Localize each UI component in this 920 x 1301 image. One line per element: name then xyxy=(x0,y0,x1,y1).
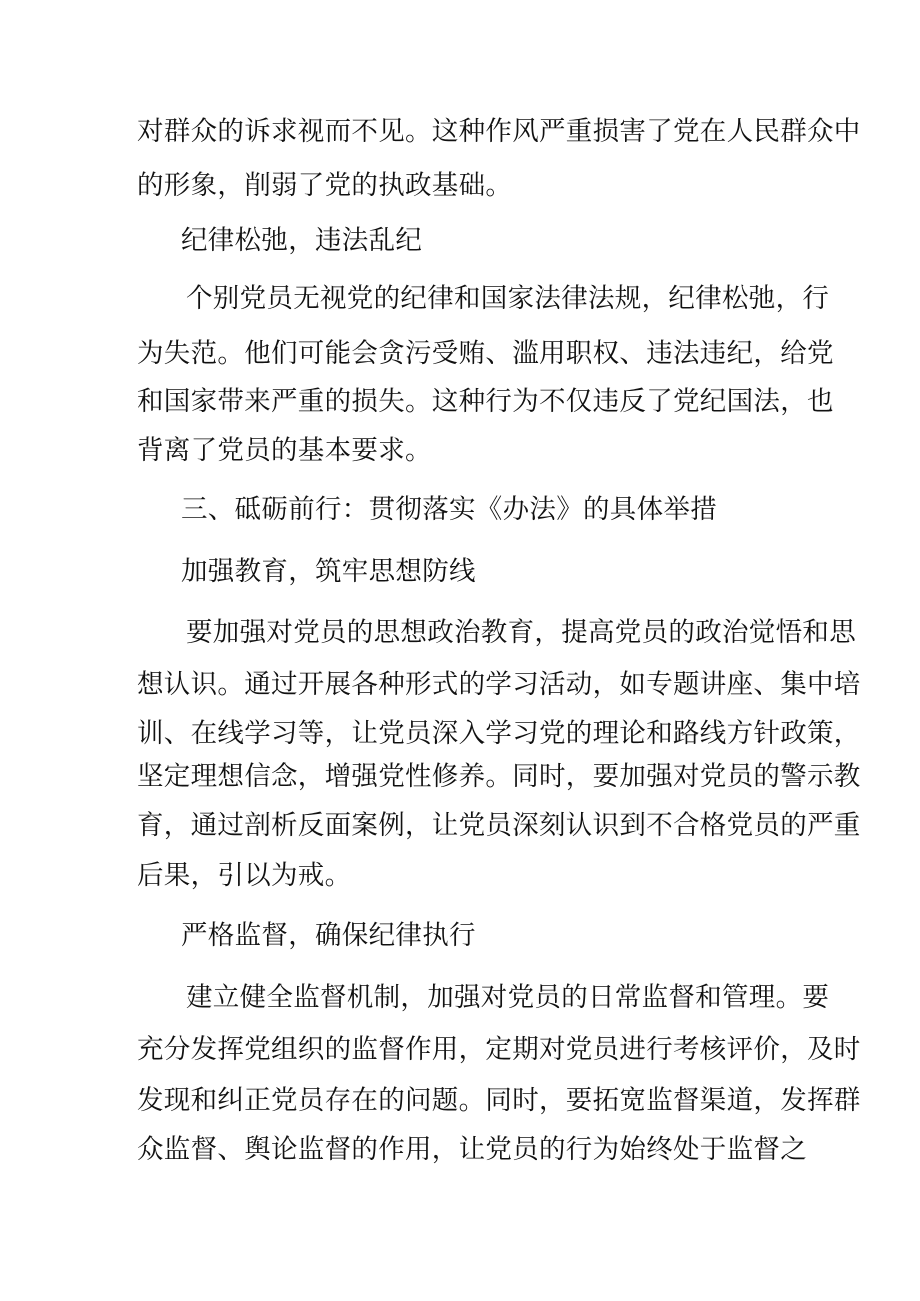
body-text-line: 众监督、舆论监督的作用，让党员的行为始终处于监督之 xyxy=(137,1134,807,1165)
section-heading: 加强教育，筑牢思想防线 xyxy=(181,556,476,587)
body-text-line: 对群众的诉求视而不见。这种作风严重损害了党在人民群众中 xyxy=(137,116,861,147)
body-text-line: 后果，引以为戒。 xyxy=(137,860,352,891)
body-text-line: 发现和纠正党员存在的问题。同时，要拓宽监督渠道，发挥群 xyxy=(137,1085,861,1116)
body-text-line: 要加强对党员的思想政治教育，提高党员的政治觉悟和思 xyxy=(186,617,856,648)
body-text-line: 个别党员无视党的纪律和国家法律法规，纪律松弛，行 xyxy=(186,283,830,314)
body-text-line: 为失范。他们可能会贪污受贿、滥用职权、违法违纪，给党 xyxy=(137,338,834,369)
body-text-line: 建立健全监督机制，加强对党员的日常监督和管理。要 xyxy=(186,982,830,1013)
body-text-line: 育，通过剖析反面案例，让党员深刻认识到不合格党员的严重 xyxy=(137,810,861,841)
section-heading: 纪律松弛，违法乱纪 xyxy=(181,225,423,256)
body-text-line: 和国家带来严重的损失。这种行为不仅违反了党纪国法，也 xyxy=(137,386,834,417)
section-heading: 严格监督，确保纪律执行 xyxy=(181,920,476,951)
body-text-line: 充分发挥党组织的监督作用，定期对党员进行考核评价，及时 xyxy=(137,1034,861,1065)
body-text-line: 想认识。通过开展各种形式的学习活动，如专题讲座、集中培 xyxy=(137,669,861,700)
body-text-line: 背离了党员的基本要求。 xyxy=(137,435,432,466)
body-text-line: 训、在线学习等，让党员深入学习党的理论和路线方针政策， xyxy=(137,718,861,749)
chapter-heading: 三、砥砺前行：贯彻落实《办法》的具体举措 xyxy=(181,494,717,525)
body-text-line: 坚定理想信念，增强党性修养。同时，要加强对党员的警示教 xyxy=(137,761,861,792)
body-text-line: 的形象，削弱了党的执政基础。 xyxy=(137,170,513,201)
